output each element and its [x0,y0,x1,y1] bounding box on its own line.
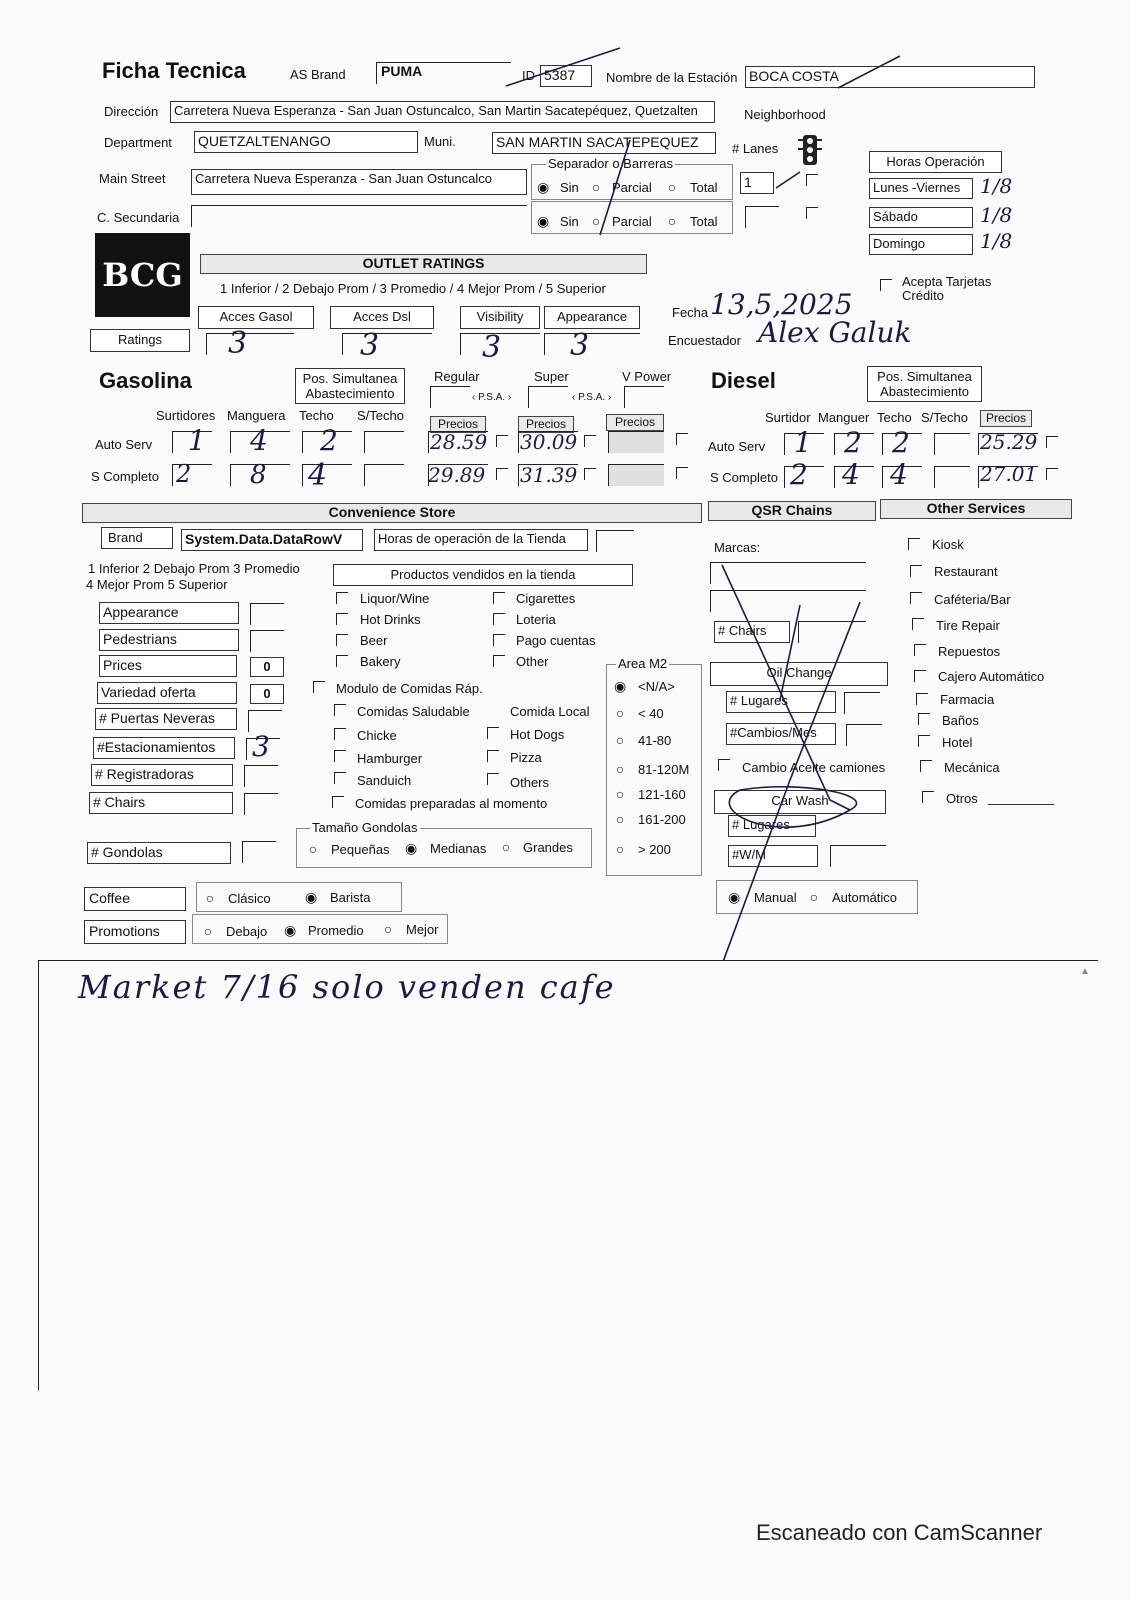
rating-acces-gasol-value: 3 [228,326,248,361]
productos-title: Productos vendidos en la tienda [333,564,633,586]
barista-radio[interactable]: ◉ [305,889,318,905]
hours-title: Horas Operación [869,151,1002,173]
mejor-radio[interactable]: ○ [383,921,393,937]
notes-divider [38,960,1098,961]
gas-pos-simultanea: Pos. Simultanea Abastecimiento [295,368,405,404]
medianas-label: Medianas [430,841,487,856]
diesel-auto-mang: 2 [844,426,862,459]
pequenas-label: Pequeñas [331,842,390,857]
convenience-store-title: Convenience Store [82,503,702,523]
regular-label: Regular [434,369,480,384]
rating-visibility-value: 3 [482,330,502,365]
sep1-parcial-label: Parcial [612,180,652,195]
store-scale-line2: 4 Mejor Prom 5 Superior [86,577,228,592]
diesel-col-techo: Techo [877,410,912,425]
sep2-parcial-label: Parcial [612,214,652,229]
diesel-auto-surt: 1 [794,426,812,459]
modulo-label: Modulo de Comidas Ráp. [336,681,483,696]
area-gt200-label: > 200 [638,842,671,857]
scroll-up-icon[interactable]: ▲ [1080,966,1090,977]
diesel-col-precios: Precios [980,410,1032,427]
diesel-full-techo: 4 [890,458,908,491]
store-item-registradoras: # Registradoras [91,764,233,786]
diesel-col-manguer: Manguer [818,410,870,425]
repuestos-label: Repuestos [938,644,1001,659]
sep2-total-radio[interactable]: ○ [667,213,677,229]
diesel-full-surt: 2 [790,458,808,491]
debajo-label: Debajo [226,924,268,939]
diesel-full-label: S Completo [710,470,778,485]
grandes-radio[interactable]: ○ [501,839,511,855]
diesel-auto-label: Auto Serv [708,439,766,454]
area-title: Area M2 [618,656,668,671]
tire-repair-label: Tire Repair [936,618,1000,633]
sep1-parcial-radio[interactable]: ○ [591,179,601,195]
qsr-chains-title: QSR Chains [708,501,876,521]
cigarettes-label: Cigarettes [516,591,576,606]
gas-precios2: Precios [518,416,574,433]
mecanica-label: Mecánica [944,760,1000,775]
area-81-120-label: 81-120M [638,762,690,777]
automatico-radio[interactable]: ○ [809,889,819,905]
grandes-label: Grandes [523,840,573,855]
secundaria-label: C. Secundaria [97,210,180,225]
loteria-label: Loteria [516,612,556,627]
gas-col-surtidores: Surtidores [156,408,216,423]
sunday-value[interactable]: 1/8 [980,229,1013,253]
ratings-row-label: Ratings [90,329,190,352]
gas-col-techo: Techo [299,408,334,423]
diesel-col-surtidor: Surtidor [765,410,811,425]
station-field[interactable]: BOCA COSTA [745,66,1035,88]
preparadas-label: Comidas preparadas al momento [355,796,548,811]
gas-auto-super-price: 30.09 [520,430,578,454]
gasolina-title: Gasolina [99,368,192,393]
diesel-col-stecho: S/Techo [921,410,968,425]
rating-col-appearance: Appearance [544,306,640,329]
area-41-80-radio[interactable]: ○ [615,732,625,748]
manual-radio[interactable]: ◉ [728,889,741,905]
pago-cuentas-label: Pago cuentas [516,633,596,648]
diesel-full-mang: 4 [842,458,860,491]
banos-label: Baños [942,713,979,728]
station-label: Nombre de la Estación [606,70,738,85]
area-161-200-label: 161-200 [638,812,686,827]
gas-full-mang: 8 [250,460,267,490]
pizza-label: Pizza [510,750,542,765]
area-gt200-radio[interactable]: ○ [615,841,625,857]
psa1-label: ‹ P.S.A. › [472,392,512,403]
farmacia-label: Farmacia [940,692,995,707]
barista-label: Barista [330,890,371,905]
neighborhood-label: Neighborhood [744,107,826,122]
area-lt40-label: < 40 [638,706,664,721]
gas-auto-label: Auto Serv [95,437,153,452]
gas-full-regular-price: 29.89 [428,463,486,487]
area-121-160-label: 121-160 [638,787,686,802]
sunday-label: Domingo [869,234,973,255]
id-label: ID [522,68,535,83]
coffee-label: Coffee [84,887,186,911]
psa2-label: ‹ P.S.A. › [572,392,612,403]
automatico-label: Automático [832,890,898,905]
gas-full-techo: 4 [308,458,328,493]
store-item-estacionamientos: #Estacionamientos [93,737,235,759]
store-variedad-field[interactable]: 0 [250,684,284,704]
diesel-title: Diesel [711,368,776,393]
clasico-radio[interactable]: ○ [205,890,215,906]
diesel-auto-techo: 2 [892,426,910,459]
store-item-chairs: # Chairs [89,792,233,814]
store-scale-line1: 1 Inferior 2 Debajo Prom 3 Promedio [88,561,300,576]
restaurant-label: Restaurant [934,564,998,579]
main-street-label: Main Street [99,171,166,186]
gas-full-label: S Completo [91,469,159,484]
promotions-label: Promotions [84,920,186,944]
muni-field[interactable]: SAN MARTIN SACATEPEQUEZ [492,132,716,154]
mejor-label: Mejor [406,922,439,937]
sep2-parcial-radio[interactable]: ○ [591,213,601,229]
qsr-chairs-label: # Chairs [714,621,790,643]
gas-precios3: Precios [606,414,664,431]
otros-label: Otros [946,791,978,806]
area-na-label: <N/A> [638,679,675,694]
gas-full-super-price: 31.39 [520,463,578,487]
direccion-field[interactable]: Carretera Nueva Esperanza - San Juan Ostuncalco, San Martin Sacatepéquez, Quetzalten [170,101,715,123]
store-estacionamientos-value: 3 [252,730,270,763]
vpower-label: V Power [622,369,672,384]
gas-auto-surt: 1 [188,424,206,457]
gas-auto-regular-price: 28.59 [430,430,488,454]
store-brand-label: Brand [101,527,173,549]
diesel-auto-price: 25.29 [980,430,1038,454]
hotel-label: Hotel [942,735,973,750]
muni-label: Muni. [424,134,456,149]
ratings-scale: 1 Inferior / 2 Debajo Prom / 3 Promedio / 4 Mejor Prom / 5 Superior [220,281,606,296]
footer-watermark: Escaneado con CamScanner [756,1520,1043,1545]
pequenas-radio[interactable]: ○ [308,841,318,857]
direccion-label: Dirección [104,104,159,119]
sep1-sin-label: Sin [560,180,579,195]
oil-change-title: Oil Change [710,662,888,686]
marcas-label: Marcas: [714,540,761,555]
store-item-puertas: # Puertas Neveras [95,708,237,730]
super-label: Super [534,369,569,384]
hamburger-label: Hamburger [357,751,423,766]
area-121-160-radio[interactable]: ○ [615,786,625,802]
department-field[interactable]: QUETZALTENANGO [194,131,418,153]
gas-full-surt: 2 [176,460,192,488]
brand-field[interactable]: PUMA [376,62,511,84]
notes-left-border [38,960,39,1390]
store-prices-field[interactable]: 0 [250,657,284,677]
rating-appearance-value: 3 [570,328,590,363]
store-item-pedestrians: Pedestrians [99,629,239,651]
sep1-total-radio[interactable]: ○ [667,179,677,195]
promedio-label: Promedio [308,923,364,938]
oil-lugares-label: # Lugares [726,691,836,713]
chicke-label: Chicke [357,728,397,743]
area-161-200-radio[interactable]: ○ [615,811,625,827]
fecha-value[interactable]: 13,5,2025 [710,288,853,321]
notes-text[interactable]: Market 7/16 solo venden cafe [78,968,616,1006]
lanes-label: # Lanes [732,141,779,156]
tarjeta-label: Acepta Tarjetas Crédito [902,274,992,303]
gas-precios1: Precios [430,416,486,433]
area-lt40-radio[interactable]: ○ [615,705,625,721]
debajo-radio[interactable]: ○ [203,923,213,939]
saturday-label: Sábado [869,207,973,228]
oil-cambios-label: #Cambios/Mes [726,723,836,745]
gas-col-manguera: Manguera [227,408,286,423]
id-field[interactable]: 5387 [540,65,592,87]
rating-col-acces-gasol: Acces Gasol [198,306,314,329]
store-item-appearance: Appearance [99,602,239,624]
fecha-label: Fecha [672,305,709,320]
outlet-ratings-title: OUTLET RATINGS [200,254,647,274]
rating-col-acces-dsl: Acces Dsl [330,306,434,329]
area-81-120-radio[interactable]: ○ [615,761,625,777]
manual-label: Manual [754,890,797,905]
rating-acces-dsl-value: 3 [360,328,380,363]
beer-label: Beer [360,633,388,648]
carwash-lugares-label: # Lugares [728,815,816,837]
page-title: Ficha Tecnica [102,58,246,83]
hot-drinks-label: Hot Drinks [360,612,421,627]
gas-col-stecho: S/Techo [357,408,404,423]
gas-auto-techo: 2 [320,424,338,457]
store-horas-label: Horas de operación de la Tienda [374,529,588,551]
hot-dogs-label: Hot Dogs [510,727,565,742]
store-item-prices: Prices [99,655,237,677]
sep2-sin-label: Sin [560,214,579,229]
carwash-title: Car Wash [714,790,886,814]
sep1-total-label: Total [690,180,718,195]
comida-local-label: Comida Local [510,704,590,719]
bakery-label: Bakery [360,654,401,669]
other-product-label: Other [516,654,549,669]
cafeteria-label: Caféteria/Bar [934,592,1011,607]
store-item-gondolas: # Gondolas [87,842,231,864]
gas-auto-mang: 4 [250,424,268,457]
carwash-wm-label: #W/M [728,845,818,867]
others-food-label: Others [510,775,550,790]
medianas-radio[interactable]: ◉ [405,840,418,856]
department-label: Department [104,135,172,150]
promedio-radio[interactable]: ◉ [284,922,297,938]
area-na-radio[interactable]: ◉ [614,678,627,694]
kiosk-label: Kiosk [932,537,964,552]
main-street-field[interactable]: Carretera Nueva Esperanza - San Juan Ostuncalco [191,169,527,195]
encuestador-label: Encuestador [668,333,741,348]
cajero-label: Cajero Automático [938,669,1045,684]
gondola-title: Tamaño Gondolas [312,820,418,835]
diesel-pos-simultanea: Pos. Simultanea Abastecimiento [867,366,982,402]
comidas-saludable-label: Comidas Saludable [357,704,470,719]
saturday-value[interactable]: 1/8 [980,203,1013,227]
sep2-total-label: Total [690,214,718,229]
separador-title: Separador o Barreras [548,156,674,171]
store-item-variedad: Variedad oferta [97,682,237,704]
lanes-field[interactable]: 1 [740,172,774,194]
store-brand-field[interactable]: System.Data.DataRowV [181,529,363,551]
cambio-aceite-label: Cambio Aceite camiones [742,760,886,775]
sep2-sin-radio[interactable]: ◉ [537,213,550,229]
other-services-title: Other Services [880,499,1072,519]
sep1-sin-radio[interactable]: ◉ [537,179,550,195]
brand-label: AS Brand [290,67,346,82]
area-41-80-label: 41-80 [638,733,672,748]
weekday-label: Lunes -Viernes [869,178,973,199]
weekday-value[interactable]: 1/8 [980,174,1013,198]
diesel-full-price: 27.01 [980,462,1038,486]
encuestador-value[interactable]: Alex Galuk [758,316,912,349]
rating-col-visibility: Visibility [460,306,540,329]
liquor-label: Liquor/Wine [360,591,430,606]
sanduich-label: Sanduich [357,773,412,788]
clasico-label: Clásico [228,891,271,906]
bcg-logo: BCG [95,233,190,317]
